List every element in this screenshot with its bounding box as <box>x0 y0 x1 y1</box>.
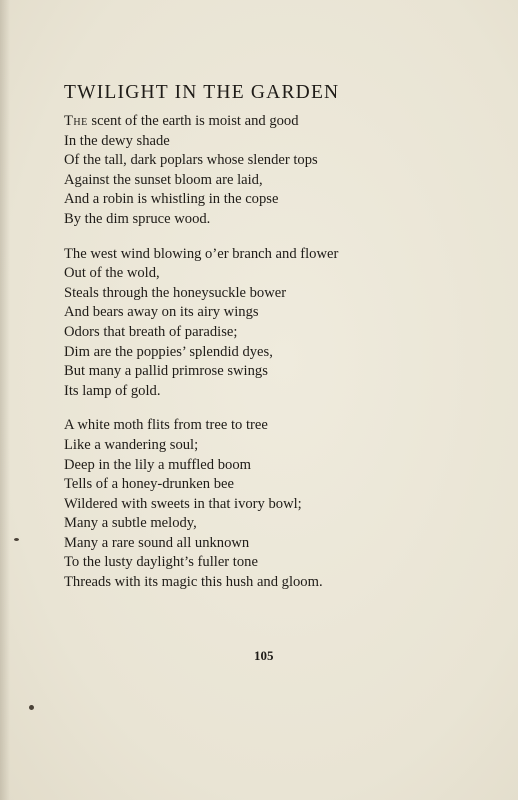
poem-line: But many a pallid primrose swings <box>64 363 268 380</box>
poem-line: And bears away on its airy wings <box>64 304 259 321</box>
poem-line: Odors that breath of paradise; <box>64 323 238 340</box>
gutter-shadow <box>0 0 10 800</box>
poem-line: By the dim spruce wood. <box>64 210 211 227</box>
poem-line: The west wind blowing o’er branch and flower <box>64 245 339 262</box>
poem-line: Out of the wold, <box>64 265 160 282</box>
poem-line: To the lusty daylight’s fuller tone <box>64 554 258 571</box>
poem-body <box>64 112 504 608</box>
first-word-small-caps: The <box>64 113 88 129</box>
first-line-rest: scent of the earth is moist and good <box>87 113 299 129</box>
poem-title: TWILIGHT IN THE GARDEN <box>64 82 340 103</box>
poem-line: A white moth flits from tree to tree <box>64 417 268 434</box>
stanza-1 <box>64 112 504 230</box>
poem-line: In the dewy shade <box>64 132 170 149</box>
poem-line: Steals through the honeysuckle bower <box>64 284 287 301</box>
poem-line: Dim are the poppies’ splendid dyes, <box>64 343 273 360</box>
poem-line: Like a wandering soul; <box>64 436 199 453</box>
poem-line: Its lamp of gold. <box>64 382 161 399</box>
paper-speck <box>29 705 34 710</box>
poem-line: Of the tall, dark poplars whose slender tops <box>64 152 318 169</box>
poem-line: Wildered with sweets in that ivory bowl; <box>64 495 302 512</box>
poem-line: Deep in the lily a muffled boom <box>64 456 251 473</box>
poem-line: Many a subtle melody, <box>64 515 197 532</box>
poem-line: Many a rare sound all unknown <box>64 534 250 551</box>
stanza-2 <box>64 245 504 402</box>
poem-line: Against the sunset bloom are laid, <box>64 171 263 188</box>
poem-line: Tells of a honey-drunken bee <box>64 476 234 493</box>
poem-line <box>64 112 504 132</box>
poem-line: And a robin is whistling in the copse <box>64 191 279 208</box>
poem-line: Threads with its magic this hush and gloom. <box>64 574 323 591</box>
page-number: 105 <box>254 648 274 663</box>
paper-speck <box>14 538 19 541</box>
stanza-3 <box>64 416 504 592</box>
